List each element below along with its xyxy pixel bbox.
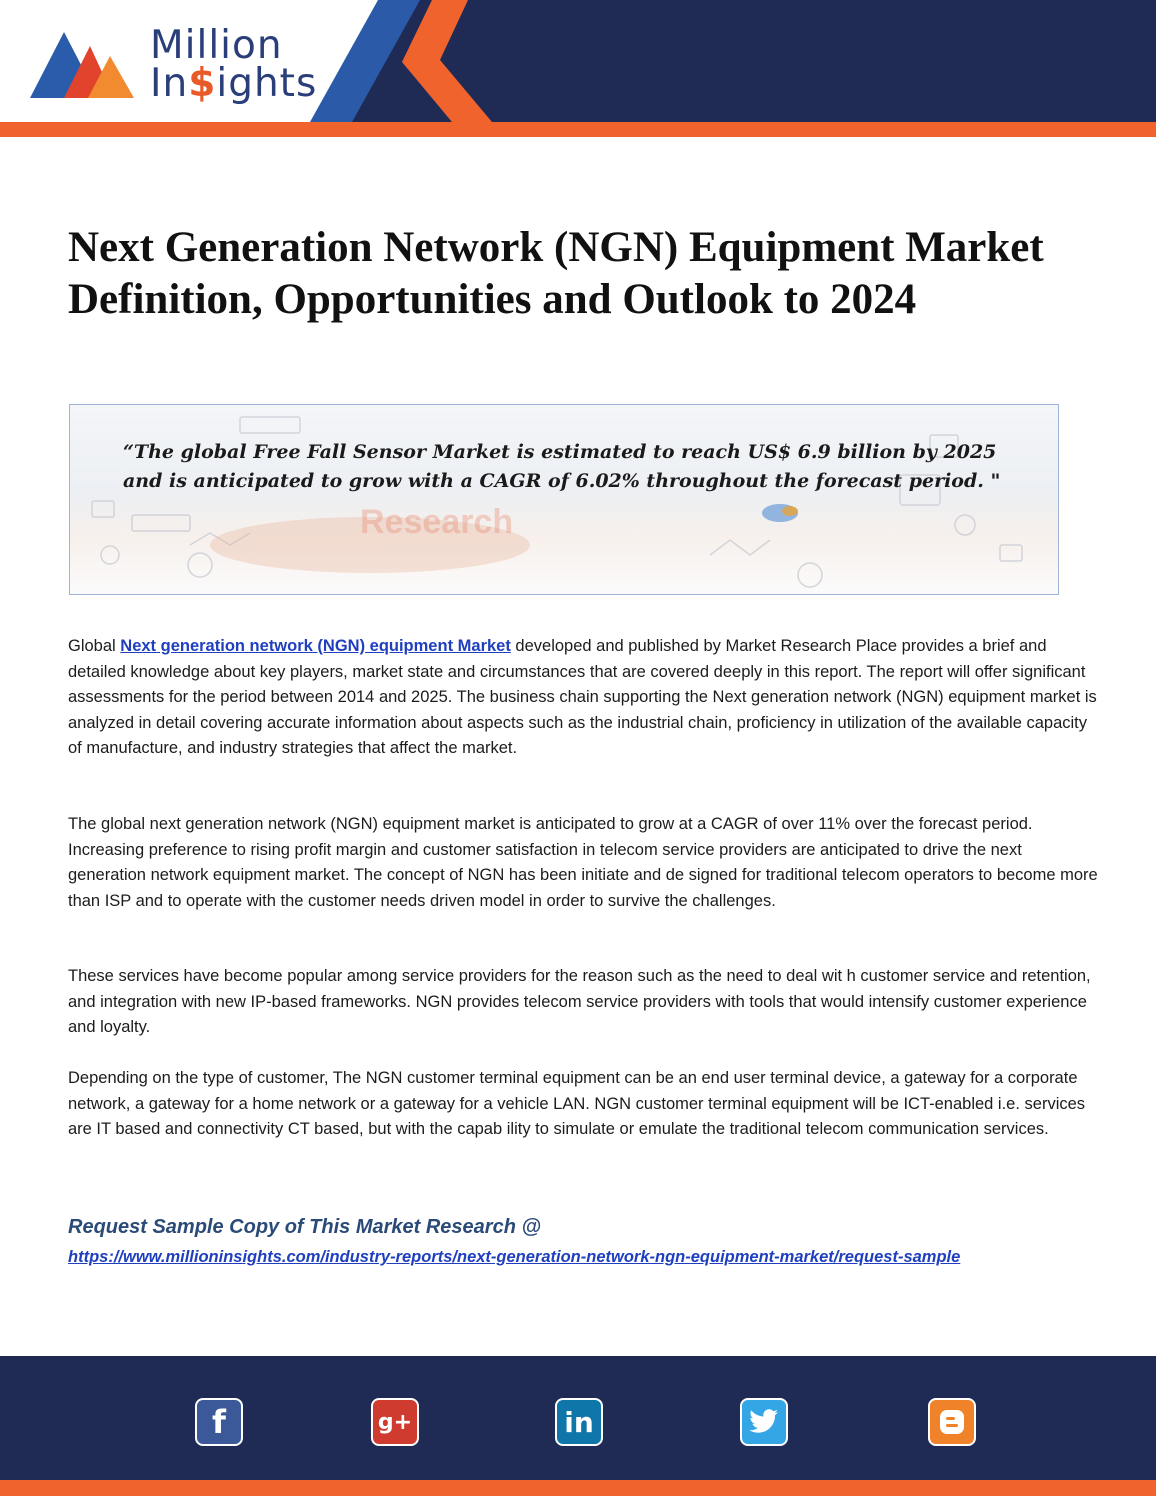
twitter-bird-icon (749, 1409, 779, 1435)
logo-word-insights-prefix: In (150, 61, 189, 106)
logo-word-insights (150, 61, 318, 106)
logo-mountain-icon (30, 26, 138, 98)
header-banner (0, 0, 1156, 137)
banner-decoration (70, 405, 1059, 595)
blogger-button[interactable] (928, 1398, 976, 1446)
linkedin-button[interactable] (555, 1398, 603, 1446)
googleplus-icon: g+ (377, 1409, 413, 1435)
logo-dollar-sign: $ (188, 61, 217, 106)
banner-watermark: Research (360, 503, 514, 541)
paragraph-intro (68, 634, 1098, 762)
facebook-button[interactable] (195, 1398, 243, 1446)
logo-word-million: Million (150, 23, 283, 68)
paragraph-intro-rest: developed and published by Market Research Place provides a brief and detailed knowledge about key players, market state and circumstances that are covered deeply in this report. The report will offer significant assessments for the period between 2014 and 2025. The business chain supporting the Next generation network (NGN) equipment market is analyzed in detail covering accurate information about aspects such as the industrial chain, proficiency in utilization of the available capacity of manufacture, and industry strategies that affect the market. (68, 637, 1097, 757)
blogger-b-icon (937, 1407, 967, 1437)
facebook-icon: f (212, 1403, 226, 1441)
request-sample-link[interactable]: https://www.millioninsights.com/industry-reports/next-generation-network-ngn-equipment-market/request-sample (68, 1248, 961, 1266)
ngn-market-link[interactable]: Next generation network (NGN) equipment Market (120, 637, 511, 655)
paragraph-intro-prefix: Global (68, 637, 121, 655)
footer (0, 1356, 1156, 1496)
market-quote: “The global Free Fall Sensor Market is estimated to reach US$ 6.9 billion by 2025 and is anticipated to grow with a CAGR of 6.02% throughout the forecast period. " (123, 441, 1001, 492)
report-title: Next Generation Network (NGN) Equipment Market Definition, Opportunities and Outlook to 2024 (68, 224, 1044, 323)
paragraph-growth: The global next generation network (NGN) equipment market is anticipated to grow at a CAGR of over 11% over the forecast period. Increasing preference to rising profit margin and customer satisfaction in telecom service providers are anticipated to drive the next generation network equipment market. The concept of NGN has been initiate and de signed for traditional telecom operators to become more than ISP and to operate with the customer needs driven model in order to survive the challenges. (68, 815, 1098, 910)
million-insights-logo[interactable] (30, 22, 320, 108)
twitter-button[interactable] (740, 1398, 788, 1446)
paragraph-equipment: Depending on the type of customer, The NGN customer terminal equipment can be an end user terminal device, a gateway for a corporate network, a gateway for a home network or a gateway for a vehicle LAN. NGN customer terminal equipment will be ICT-enabled i.e. services are IT based and connectivity CT based, but with the capab ility to simulate or emulate the traditional telecom communication services. (68, 1069, 1086, 1138)
linkedin-icon: in (564, 1405, 594, 1439)
request-sample-label: Request Sample Copy of This Market Research @ (68, 1216, 541, 1238)
quote-banner (69, 404, 1059, 595)
logo-word-insights-suffix: ights (216, 61, 318, 106)
googleplus-button[interactable] (371, 1398, 419, 1446)
paragraph-services: These services have become popular among service providers for the reason such as the need to deal wit h customer service and retention, and integration with new IP-based frameworks. NGN provides telecom service providers with tools that would intensify customer experience and loyalty. (68, 967, 1091, 1036)
footer-orange-stripe (0, 1480, 1156, 1496)
